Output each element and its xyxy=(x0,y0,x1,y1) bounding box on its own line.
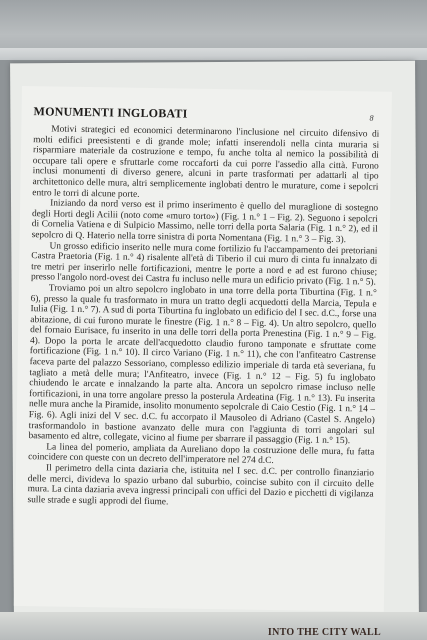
paragraph: Un grosso edificio inserito nelle mura come fortilizio fu l'accampamento dei pretoriani Castra Praetoria (Fig. 1 n.° 4) risalente all'età di Tiberio il cui muro di cinta fu innalzato di tre metri per inserirlo nelle fortificazioni, mentre le porte a nord e ad est furono chiuse; presso l'angolo nord-ovest dei Castra fu incluso nelle mura un edificio privato (Fig. 1 n.° 5). xyxy=(30,240,378,288)
paragraph: Motivi strategici ed economici determinarono l'inclusione nel circuito difensivo di molti edifici preesistenti e di grande mole; infatti inserendoli nella cinta muraria si risparmiare materiale da costruzione e tempo, fu anche tolta al nemico la possibilità di occupare tali opere e sfruttarle come roccaforti da cui porre l'assedio alla città. Furono inclusi monumenti di diverso genere, alcuni in parte trasformati per adattarli al tipo architettonico delle mura, altri semplicemente inglobati dentro le murature, come i sepolcri entro le torri di alcune porte. xyxy=(32,124,380,200)
frame-edge xyxy=(0,48,427,60)
footer-caption: INTO THE CITY WALL xyxy=(267,627,381,638)
paragraph: Iniziando da nord verso est il primo inserimento è quello del muraglione di sostegno degli Horti degli Acilii (noto come «muro torto») (Fig. 1 n.° 1 – Fig. 2). Seguono i sepolcri di Cornelia Vatiena e di Sulpicio Massimo, nelle torri della porta Salaria (Fig. 1 n.° 2), ed il sepolcro di Q. Haterio nella torre sinistra di porta Nomentana (Fig. 1 n.° 3 – Fig. 3). xyxy=(31,198,379,246)
body-text xyxy=(27,124,379,511)
text-sheet xyxy=(14,86,392,612)
paragraph: Il perimetro della cinta daziaria che, istituita nel I sec. d.C. per controllo finanziario delle merci, divideva lo spazio urbano dal suburbio, coincise subito con il circuito delle mura. La cinta daziaria aveva ingressi principali con uffici del Dazio e picchetti di vigilanza sulle strade e sugli approdi del fiume. xyxy=(27,463,375,508)
paragraph: La linea del pomerio, ampliata da Aureliano dopo la costruzione delle mura, fu fatta coincidere con queste con un decreto dell'imperatore nel 274 d.C. xyxy=(28,442,375,467)
page-number: 8 xyxy=(369,113,374,123)
page-title: MONUMENTI INGLOBATI xyxy=(33,104,188,121)
paragraph: Troviamo poi un altro sepolcro inglobato in una torre della porta Tiburtina (Fig. 1 n.° 6), presso la quale fu trasformato in mura un tratto degli acquedotti della Marcia, Tepula e Iulia (Fig. 1 n.° 7). A sud di porta Tiburtina fu inglobato un edificio del I sec. d.C., forse una abitazione, di cui furono murate le finestre (Fig. 1 n.° 8 – Fig. 4). Un altro sepolcro, quello del fornaio Eurisace, fu inserito in una delle torri della porta Prenestina (Fig. 1 n.° 9 – Fig. 4). Dopo la porta le arcate dell'acquedotto claudio furono tamponate e sfruttate come fortificazione (Fig. 1 n.° 10). Il circo Variano (Fig. 1 n.° 11), che con l'anfiteatro Castrense faceva parte del palazzo Sessoriano, complesso edilizio imperiale di tarda età severiana, fu tagliato a metà delle mura; l'Anfiteatro, invece (Fig. 1 n.° 12 – Fig. 5) fu inglobato chiudendo le arcate e innalzando la parte alta. Ancora un sepolcro rimase incluso nelle fortificazioni, in una torre angolare presso la posterula Ardeatina (Fig. 1 n.° 13). Fu inserita nelle mura anche la Piramide, insolito monumento sepolcrale di Caio Cestio (Fig. 1 n.° 14 – Fig. 6). Agli inizi del V sec. d.C. fu accorpato il Mausoleo di Adriano (Castel S. Angelo) trasformandolo in bastione avanzato delle mura con l'aggiunta di torri angolari sul basamento ed altre, collegate, vicino al fiume per sbarrare il passaggio (Fig. 1 n.° 15). xyxy=(28,283,377,447)
